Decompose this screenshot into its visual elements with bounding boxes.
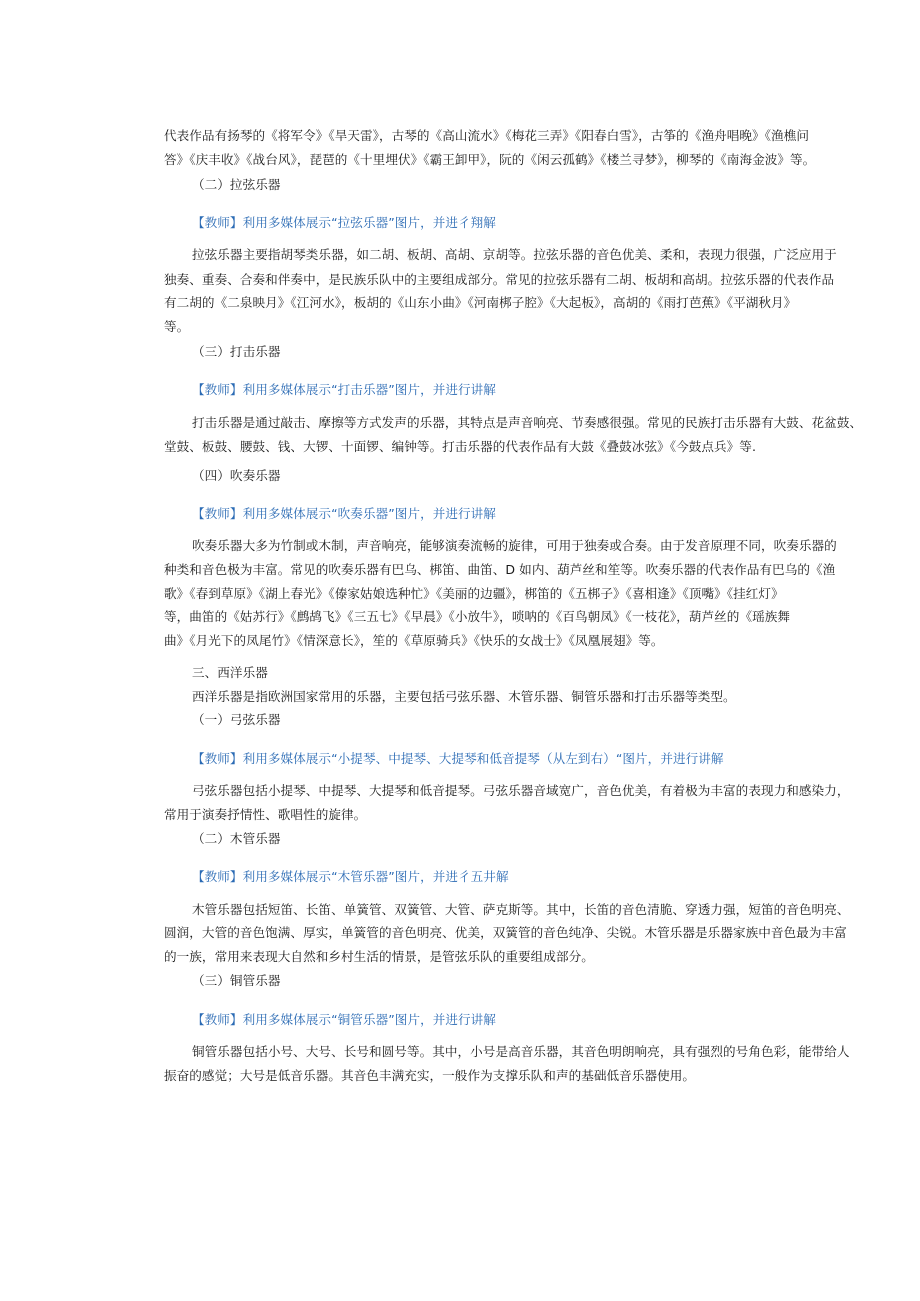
body-text-line: 独奏、重奏、合奏和伴奏中，是民族乐队中的主要组成部分。常见的拉弦乐器有二胡、板胡和高胡。拉弦乐器的代表作品 xyxy=(164,272,835,287)
body-text-line: 等。 xyxy=(164,319,190,334)
body-text-line: 铜管乐器包括小号、大号、长号和圆号等。其中，小号是高音乐器，其音色明朗响亮，具有强烈的号角色彩，能带给人 xyxy=(192,1044,850,1059)
teacher-note: 【教师】利用多媒体展示“木管乐器”图片，并进彳五井解 xyxy=(192,869,509,884)
body-text-line: 答》《庆丰收》《战台风》，琵琶的《十里埋伏》《霸王卸甲》，阮的《闲云孤鹤》《楼兰寻梦》，柳琴的《南海金波》等。 xyxy=(164,152,816,167)
teacher-note: 【教师】利用多媒体展示“吹奏乐器”图片，并进行讲解 xyxy=(192,506,496,521)
body-text-line: 曲》《月光下的凤尾竹》《情深意长》，笙的《草原骑兵》《快乐的女战士》《凤凰展翅》等。 xyxy=(164,633,664,648)
body-text-line: 圆润，大管的音色饱满、厚实，单簧管的音色明亮、优美，双簧管的音色纯净、尖锐。木管乐器是乐器家族中音色最为丰富 xyxy=(164,925,847,940)
body-text-line: 歌》《春到草原》《湖上春光》《傣家姑娘选种忙》《美丽的边疆》，梆笛的《五梆子》《喜相逢》《顶嘴》《挂红灯》 xyxy=(164,586,784,601)
body-text-line: 拉弦乐器主要指胡琴类乐器，如二胡、板胡、高胡、京胡等。拉弦乐器的音色优美、柔和，表现力很强，广泛应用于 xyxy=(192,247,837,262)
body-text-line: 打击乐器是通过敲击、摩擦等方式发声的乐器，其特点是声音响亮、节奏感很强。常见的民族打击乐器有大鼓、花盆鼓、 xyxy=(192,415,863,430)
teacher-note: 【教师】利用多媒体展示“铜管乐器”图片，并进行讲解 xyxy=(192,1012,496,1027)
body-text-line: 弓弦乐器包括小提琴、中提琴、大提琴和低音提琴。弓弦乐器音域宽广，音色优美，有着极为丰富的表现力和感染力， xyxy=(192,783,850,798)
body-text-line: 木管乐器包括短笛、长笛、单簧管、双簧管、大管、萨克斯等。其中，长笛的音色清脆、穿透力强，短笛的音色明亮、 xyxy=(192,902,850,917)
body-text-line: 代表作品有扬琴的《将军令》《旱天雷》，古琴的《高山流水》《梅花三弄》《阳春白雪》，古筝的《渔舟唱晚》《渔樵问 xyxy=(164,128,809,143)
section-heading: （二）木管乐器 xyxy=(192,831,281,846)
body-text-line: 常用于演奏抒情性、歌唱性的旋律。 xyxy=(164,807,367,822)
teacher-note: 【教师】利用多媒体展示“拉弦乐器”图片，并进彳翔解 xyxy=(192,215,496,230)
body-text-line: 堂鼓、板鼓、腰鼓、钱、大锣、十面锣、编钟等。打击乐器的代表作品有大鼓《叠鼓冰弦》《今鼓点兵》等. xyxy=(164,439,757,454)
body-text-line: 的一族，常用来表现大自然和乡村生活的情景，是管弦乐队的重要组成部分。 xyxy=(164,949,594,964)
section-heading: （一）弓弦乐器 xyxy=(192,712,281,727)
body-text-line: 种类和音色极为丰富。常见的吹奏乐器有巴乌、梆笛、曲笛、D 如内、葫芦丝和笙等。吹奏乐器的代表作品有巴乌的《渔 xyxy=(164,562,836,577)
teacher-note: 【教师】利用多媒体展示“小提琴、中提琴、大提琴和低音提琴（从左到右）“图片，并进行讲解 xyxy=(192,751,724,766)
section-heading: （三）铜管乐器 xyxy=(192,973,281,988)
section-heading: 三、西洋乐器 xyxy=(192,665,268,680)
section-heading: （二）拉弦乐器 xyxy=(192,177,281,192)
teacher-note: 【教师】利用多媒体展示“打击乐器”图片，并进行讲解 xyxy=(192,382,496,397)
body-text-line: 振奋的感觉；大号是低音乐器。其音色丰满充实，一般作为支撑乐队和声的基础低音乐器使用。 xyxy=(164,1068,696,1083)
body-text-line: 等，曲笛的《姑苏行》《鹧鸪飞》《三五七》《早晨》《小放牛》，唢呐的《百鸟朝凤》《一枝花》，葫芦丝的《瑶族舞 xyxy=(164,609,791,624)
body-text-line: 有二胡的《二泉映月》《江河水》，板胡的《山东小曲》《河南梆子腔》《大起板》，高胡的《雨打芭蕉》《平湖秋月》 xyxy=(164,295,797,310)
section-heading: （三）打击乐器 xyxy=(192,344,281,359)
body-text-line: 西洋乐器是指欧洲国家常用的乐器，主要包括弓弦乐器、木管乐器、铜管乐器和打击乐器等类型。 xyxy=(192,689,736,704)
body-text-line: 吹奏乐器大多为竹制或木制，声音响亮，能够演奏流畅的旋律，可用于独奏或合奏。由于发音原理不同，吹奏乐器的 xyxy=(192,538,837,553)
section-heading: （四）吹奏乐器 xyxy=(192,468,281,483)
